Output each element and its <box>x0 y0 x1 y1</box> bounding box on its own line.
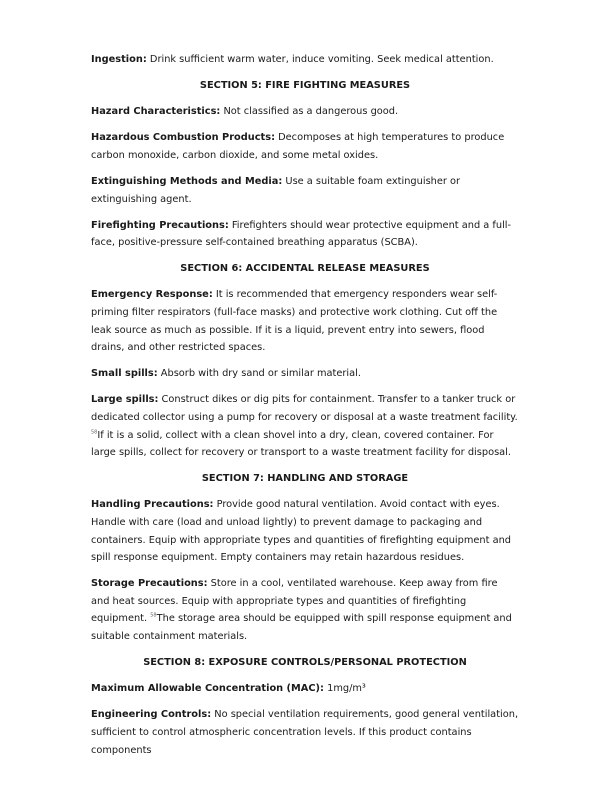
paragraph-text: Drink sufficient warm water, induce vomiting. Seek medical attention. <box>146 54 494 65</box>
paragraph-text: The storage area should be equipped with spill response equipment and suitable containment materials. <box>91 613 512 643</box>
paragraph-text: It is recommended that emergency responders wear self-priming filter respirators (full-face masks) and protective work clothing. Cut off the leak source as much as possible. If it is a liquid, prevent entry into sewers, flood drains, and other restricted spaces. <box>91 289 498 354</box>
document-body <box>91 51 519 768</box>
emergency-response-paragraph <box>91 286 519 356</box>
paragraph-label: Extinguishing Methods and Media: <box>91 175 283 187</box>
paragraph-label: Maximum Allowable Concentration (MAC): <box>91 683 324 695</box>
firefighting-precautions-paragraph <box>91 217 519 252</box>
reference-mark: 58 <box>91 429 98 436</box>
paragraph-text: Not classified as a dangerous good. <box>220 106 399 118</box>
hazard-characteristics-paragraph <box>91 103 519 121</box>
extinguishing-methods-paragraph <box>91 173 519 208</box>
section-8-heading: SECTION 8: EXPOSURE CONTROLS/PERSONAL PROTECTION <box>143 657 467 669</box>
small-spills-paragraph <box>91 365 519 383</box>
ingestion-paragraph <box>91 51 519 69</box>
paragraph-label: Hazard Characteristics: <box>91 106 221 118</box>
paragraph-text: Construct dikes or dig pits for containment. Transfer to a tanker truck or dedicated collector using a pump for recovery or disposal at a waste treatment facility. <box>91 394 518 423</box>
paragraph-label: Ingestion: <box>91 54 147 65</box>
paragraph-label: Handling Precautions: <box>91 499 214 511</box>
paragraph-text: Firefighters should wear protective equipment and a full-face, positive-pressure self-contained breathing apparatus (SCBA). <box>91 219 512 249</box>
reference-mark: 58 <box>150 613 157 620</box>
paragraph-label: Hazardous Combustion Products: <box>91 132 275 144</box>
paragraph-text: If it is a solid, collect with a clean shovel into a dry, clean, covered container. For large spills, collect for recovery or transport to a waste treatment facility for disposal. <box>91 429 512 459</box>
section-5-heading: SECTION 5: FIRE FIGHTING MEASURES <box>199 80 411 92</box>
paragraph-label: Emergency Response: <box>91 289 213 301</box>
paragraph-label: Large spills: <box>91 394 159 406</box>
section-6-heading: SECTION 6: ACCIDENTAL RELEASE MEASURES <box>180 263 430 275</box>
paragraph-text: Use a suitable foam extinguisher or extinguishing agent. <box>91 175 461 205</box>
paragraph-label: Engineering Controls: <box>91 709 212 721</box>
combustion-products-paragraph <box>91 129 519 164</box>
section-7-heading: SECTION 7: HANDLING AND STORAGE <box>201 473 409 485</box>
paragraph-text: Store in a cool, ventilated warehouse. Keep away from fire and heat sources. Equip with appropriate types and quantities of firefighting equipment. <box>91 578 498 625</box>
paragraph-text: Decomposes at high temperatures to produce carbon monoxide, carbon dioxide, and some metal oxides. <box>91 132 505 161</box>
paragraph-text: Provide good natural ventilation. Avoid contact with eyes. Handle with care (load and unload lightly) to prevent damage to packaging and containers. Equip with appropriate types and quantities of firefighting equipment and spill response equipment. Empty containers may retain hazardous residues. <box>91 499 512 564</box>
paragraph-text: 1mg/m³ <box>323 683 366 695</box>
mac-paragraph <box>91 680 519 698</box>
paragraph-label: Storage Precautions: <box>91 578 208 590</box>
handling-precautions-paragraph <box>91 496 519 566</box>
paragraph-label: Firefighting Precautions: <box>91 219 229 231</box>
paragraph-text: No special ventilation requirements, good general ventilation, sufficient to control atmospheric concentration levels. If this product contains components <box>91 709 519 756</box>
paragraph-label: Small spills: <box>91 368 158 380</box>
large-spills-paragraph <box>91 391 519 461</box>
engineering-controls-paragraph <box>91 706 519 759</box>
storage-precautions-paragraph <box>91 575 519 645</box>
paragraph-text: Absorb with dry sand or similar material. <box>157 368 361 380</box>
